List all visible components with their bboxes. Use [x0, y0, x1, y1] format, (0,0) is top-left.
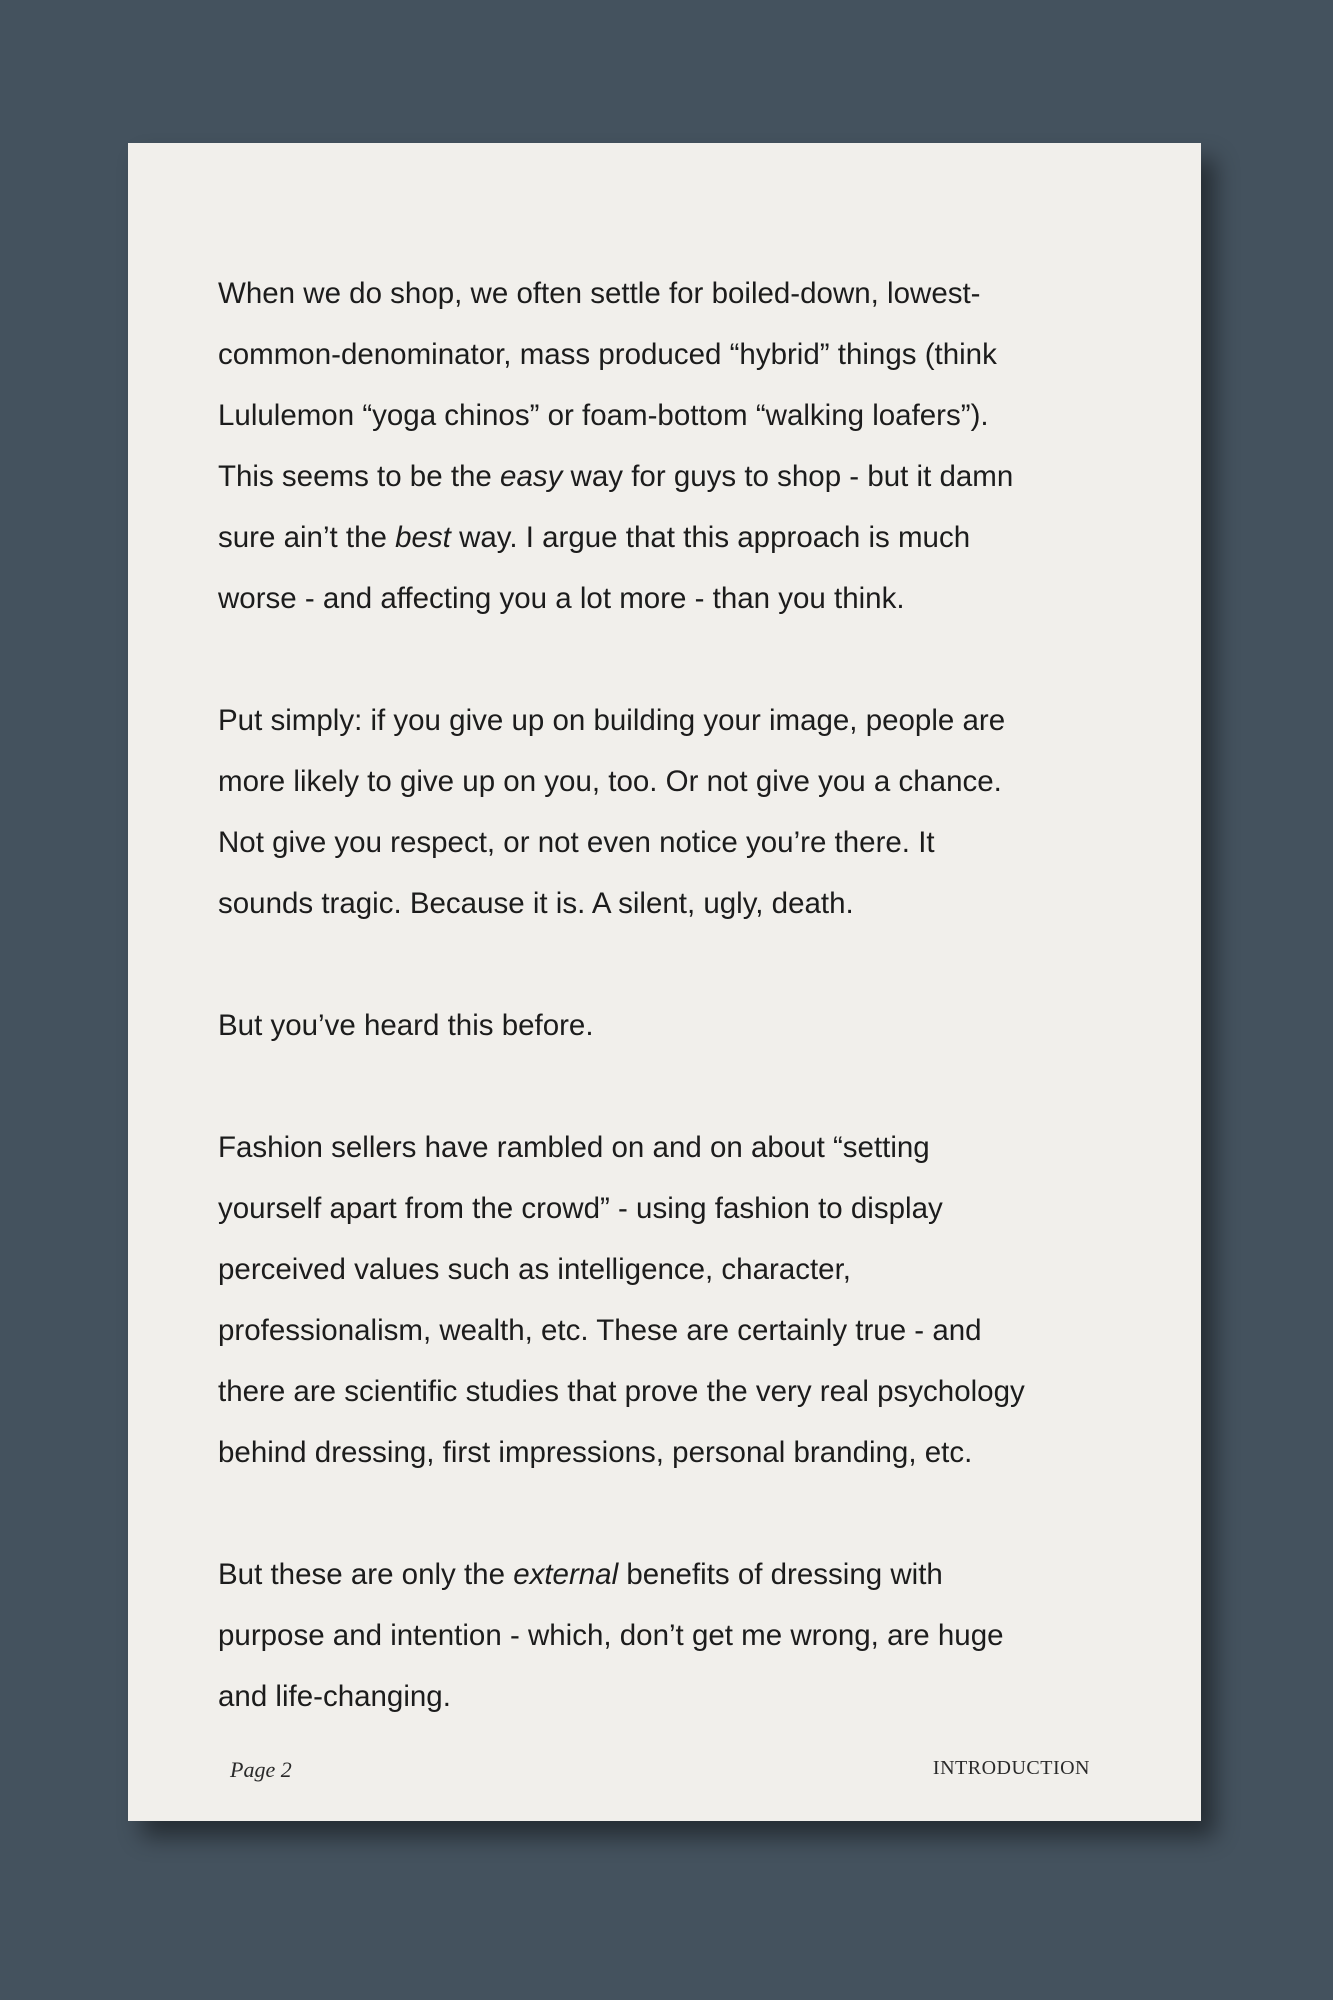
document-page — [128, 143, 1201, 1821]
text-line — [218, 873, 1118, 934]
text-line — [218, 1544, 1118, 1605]
text-segment: Fashion sellers have rambled on and on about “setting — [218, 1131, 930, 1164]
text-line — [218, 1422, 1118, 1483]
text-segment: and life-changing. — [218, 1680, 451, 1713]
text-line — [218, 1300, 1118, 1361]
text-line — [218, 385, 1118, 446]
text-segment: perceived values such as intelligence, character, — [218, 1253, 851, 1286]
text-segment: When we do shop, we often settle for boiled-down, lowest- — [218, 277, 981, 310]
text-segment: more likely to give up on you, too. Or not give you a chance. — [218, 765, 1002, 798]
paragraph-gap — [218, 629, 1118, 690]
text-segment: But these are only the — [218, 1558, 514, 1591]
text-line — [218, 995, 1118, 1056]
paragraph-gap — [218, 934, 1118, 995]
text-line — [218, 812, 1118, 873]
text-line — [218, 263, 1118, 324]
paragraph-gap — [218, 1056, 1118, 1117]
text-segment: sounds tragic. Because it is. A silent, ugly, death. — [218, 887, 854, 920]
text-segment: there are scientific studies that prove the very real psychology — [218, 1375, 1025, 1408]
text-segment: yourself apart from the crowd” - using fashion to display — [218, 1192, 943, 1225]
body-text — [218, 263, 1118, 1727]
text-line — [218, 1117, 1118, 1178]
emphasis-text: easy — [500, 460, 563, 493]
text-line — [218, 1361, 1118, 1422]
emphasis-text: external — [513, 1558, 619, 1591]
text-segment: worse - and affecting you a lot more - than you think. — [218, 582, 905, 615]
text-line — [218, 507, 1118, 568]
text-line — [218, 324, 1118, 385]
paragraph-gap — [218, 1483, 1118, 1544]
text-line — [218, 1605, 1118, 1666]
emphasis-text: best — [395, 521, 451, 554]
text-segment: Put simply: if you give up on building your image, people are — [218, 704, 1006, 737]
text-segment: But you’ve heard this before. — [218, 1009, 594, 1042]
text-segment: professionalism, wealth, etc. These are certainly true - and — [218, 1314, 982, 1347]
text-segment: way. I argue that this approach is much — [450, 521, 971, 554]
text-line — [218, 690, 1118, 751]
text-line — [218, 1666, 1118, 1727]
text-line — [218, 568, 1118, 629]
text-segment: common-denominator, mass produced “hybrid” things (think — [218, 338, 997, 371]
text-segment: purpose and intention - which, don’t get me wrong, are huge — [218, 1619, 1004, 1652]
text-segment: Lululemon “yoga chinos” or foam-bottom “walking loafers”). — [218, 399, 989, 432]
text-segment: Not give you respect, or not even notice you’re there. It — [218, 826, 935, 859]
text-segment: benefits of dressing with — [618, 1558, 943, 1591]
text-line — [218, 751, 1118, 812]
text-line — [218, 1239, 1118, 1300]
text-line — [218, 1178, 1118, 1239]
page-footer — [128, 1757, 1201, 1787]
text-segment: sure ain’t the — [218, 521, 396, 554]
text-segment: way for guys to shop - but it damn — [562, 460, 1014, 493]
text-segment: This seems to be the — [218, 460, 501, 493]
section-title: INTRODUCTION — [932, 1757, 1090, 1779]
text-line — [218, 446, 1118, 507]
text-segment: behind dressing, first impressions, personal branding, etc. — [218, 1436, 973, 1469]
page-number: Page 2 — [230, 1757, 292, 1782]
